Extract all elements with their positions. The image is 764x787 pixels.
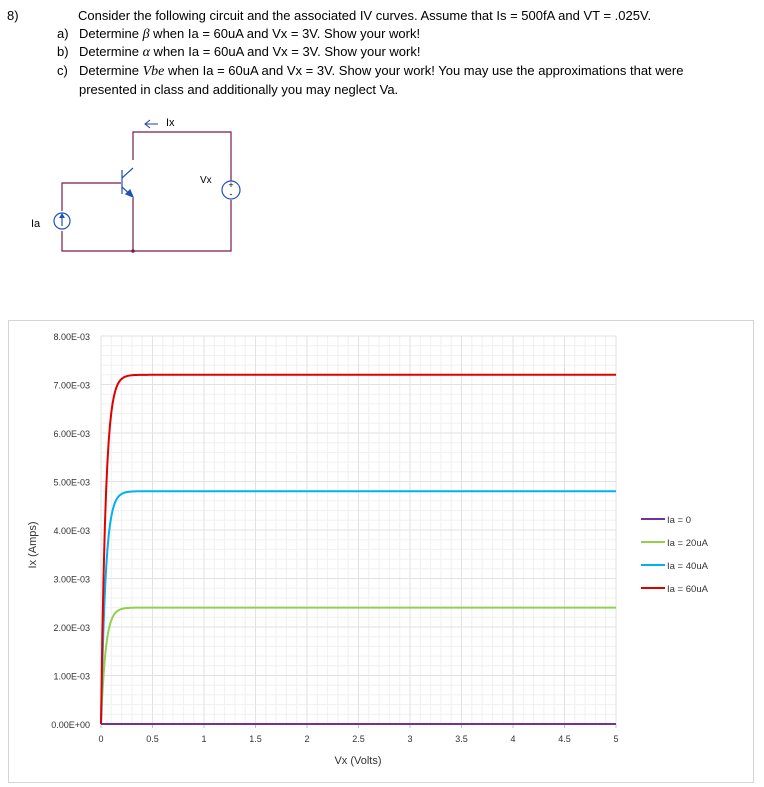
part-a [57,26,420,43]
part-c-label: c) [57,63,68,78]
ix-label: Ix [166,117,175,129]
part-b-post: when Ia = 60uA and Vx = 3V. Show your work! [149,44,421,59]
x-tick-label: 3 [407,734,413,744]
question-number: 8) [7,8,19,23]
part-c-symbol: Vbe [142,64,165,79]
x-tick-label: 2 [304,734,310,744]
part-b-label: b) [57,44,69,59]
y-tick-label: 7.00E-03 [53,380,90,391]
x-tick-label: 1 [201,734,207,744]
y-tick-label: 3.00E-03 [53,574,90,585]
voltage-source-vx [222,180,240,199]
part-c-continuation: presented in class and additionally you may neglect Va. [79,82,399,97]
ia-label: Ia [31,218,41,230]
circuit-wires [62,132,234,251]
svg-text:+: + [228,180,234,190]
x-tick-label: 0 [98,734,104,744]
x-tick-label: 0.5 [146,734,159,744]
ground-wire [62,200,231,251]
y-tick-label: 5.00E-03 [53,477,90,488]
iv-chart-svg [9,321,755,784]
y-tick-label: 1.00E-03 [53,671,90,682]
base-wire [62,183,121,211]
circuit-diagram [0,100,300,270]
x-tick-label: 4.5 [558,734,571,744]
legend-label: Ia = 60uA [667,584,708,595]
current-source-ia [54,213,70,229]
legend [641,515,709,595]
x-tick-label: 2.5 [352,734,365,744]
question-intro: Consider the following circuit and the associated IV curves. Assume that Is = 500fA and VT = .025V. [78,8,652,23]
legend-label: Ia = 20uA [667,538,708,549]
part-b [57,44,420,61]
part-b-pre: Determine [79,44,143,59]
junction-dot [131,249,135,253]
x-axis-label: Vx (Volts) [334,755,382,767]
y-tick-label: 0.00E+00 [51,720,90,730]
legend-label: Ia = 40uA [667,561,708,572]
legend-label: Ia = 0 [667,515,692,526]
part-a-symbol: β [142,27,150,42]
svg-text:-: - [229,189,233,199]
major-grid [101,336,616,728]
collector-wire [133,132,231,181]
iv-chart [8,320,754,783]
x-tick-label: 1.5 [249,734,262,744]
x-tick-label: 4 [510,734,516,744]
part-c-pre: Determine [79,63,143,78]
part-c [57,63,683,80]
x-tick-labels [98,734,618,744]
part-c-post: when Ia = 60uA and Vx = 3V. Show your work! You may use the approximations that were [164,63,684,78]
part-a-pre: Determine [79,26,143,41]
transistor-symbol [122,168,133,197]
y-tick-label: 2.00E-03 [53,623,90,633]
x-tick-label: 3.5 [455,734,468,744]
vx-label: Vx [200,175,212,186]
x-tick-label: 5 [613,734,619,744]
y-axis-label: Ix (Amps) [27,521,39,569]
y-tick-label: 4.00E-03 [53,526,90,536]
y-tick-label: 6.00E-03 [53,429,90,439]
part-b-symbol: α [142,45,150,60]
part-a-post: when Ia = 60uA and Vx = 3V. Show your work! [149,26,421,41]
ix-arrow-icon [145,120,158,128]
y-tick-labels [51,332,90,730]
y-tick-label: 8.00E-03 [53,332,90,342]
part-a-label: a) [57,26,69,41]
